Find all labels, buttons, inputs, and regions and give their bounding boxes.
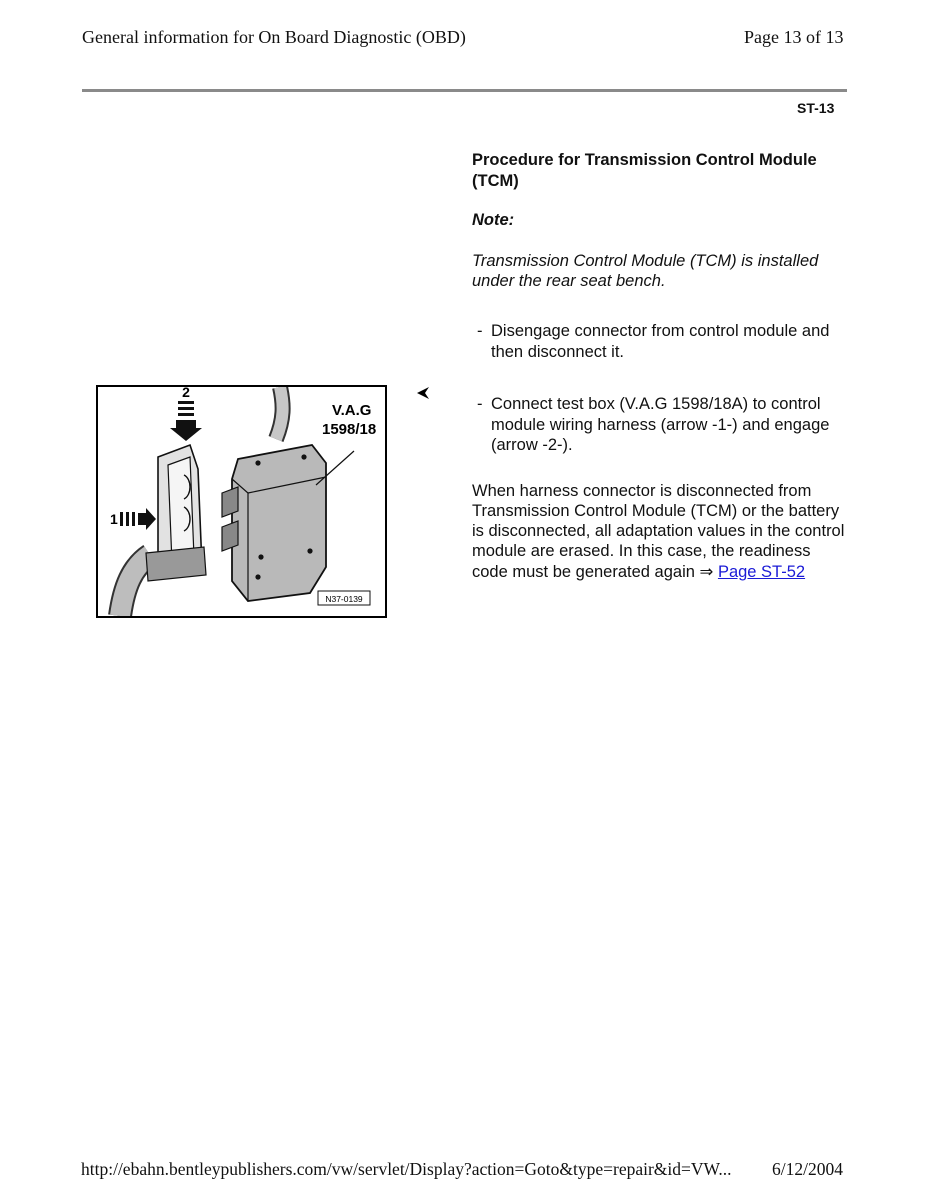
para-line5-text: code must be generated again [472, 563, 695, 581]
footer-url: http://ebahn.bentleypublishers.com/vw/servlet/Display?action=Goto&type=repair&id=VW... [81, 1159, 732, 1179]
arrow-1-label: 1 [110, 511, 118, 527]
wiring-harness-connector [146, 445, 206, 581]
header-rule [82, 89, 847, 92]
step-1 [472, 321, 847, 362]
step-2 [472, 394, 847, 456]
note-label: Note: [472, 211, 515, 229]
procedure-heading-line1: Procedure for Transmission Control Module [472, 151, 817, 169]
para-line2: Transmission Control Module (TCM) or the battery [472, 502, 840, 520]
document-title: General information for On Board Diagnostic (OBD) [82, 27, 466, 47]
pointer-arrow-icon [414, 384, 434, 404]
bullet-dash: - [477, 395, 483, 413]
figure-test-box [96, 385, 387, 618]
arrow-2-label: 2 [182, 387, 190, 400]
tool-label-line2: 1598/18 [322, 421, 377, 438]
text-column [472, 140, 847, 600]
arrow-right-icon: ⇒ [699, 563, 714, 581]
step-1-line1: Disengage connector from control module and [491, 322, 830, 340]
figure-id: N37-0139 [325, 594, 363, 604]
step-2-line3: (arrow -2-). [491, 436, 573, 454]
para-line1: When harness connector is disconnected from [472, 482, 812, 500]
note-line1: Transmission Control Module (TCM) is installed [472, 252, 819, 270]
step-1-line2: then disconnect it. [491, 342, 624, 361]
test-box-body [222, 445, 354, 601]
para-line4: module are erased. In this case, the readiness [472, 542, 811, 560]
footer-date: 6/12/2004 [772, 1159, 843, 1179]
step-2-line1: Connect test box (V.A.G 1598/18A) to control [491, 395, 821, 413]
tool-label-line1: V.A.G [332, 402, 372, 419]
bullet-dash: - [477, 322, 483, 340]
arrow-1-right-icon [120, 508, 156, 530]
page-number: Page 13 of 13 [744, 27, 844, 47]
step-2-line2: module wiring harness (arrow -1-) and engage [491, 415, 830, 434]
section-code: ST-13 [797, 100, 835, 116]
procedure-heading-line2: (TCM) [472, 172, 519, 190]
page-link[interactable]: Page ST-52 [717, 563, 806, 581]
note-line2: under the rear seat bench. [472, 272, 666, 290]
para-line5 [472, 562, 847, 583]
arrow-2-down-icon [170, 401, 202, 441]
para-line3: is disconnected, all adaptation values in the control [472, 522, 845, 540]
